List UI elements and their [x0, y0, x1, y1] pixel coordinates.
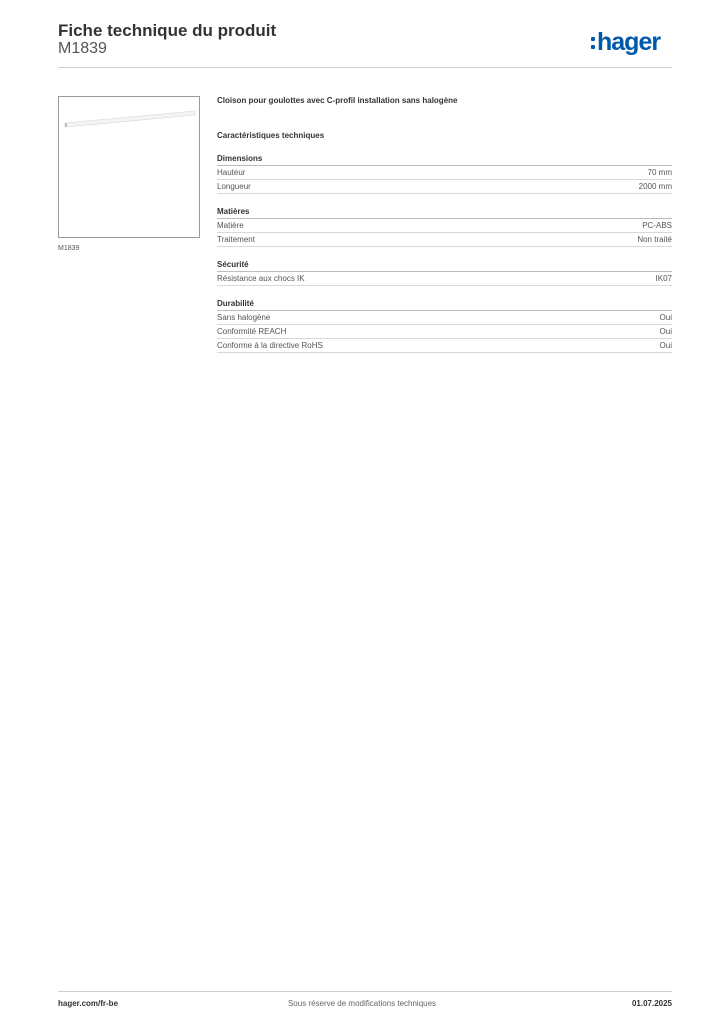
- spec-label: Sans halogène: [217, 313, 271, 322]
- spec-label: Conforme à la directive RoHS: [217, 341, 323, 350]
- spec-row: [217, 233, 672, 247]
- spec-row: [217, 219, 672, 233]
- spec-value: Oui: [659, 341, 672, 350]
- product-bar-image: [63, 107, 197, 131]
- spec-value: PC-ABS: [642, 221, 672, 230]
- spec-row: [217, 166, 672, 180]
- logo-dots-icon: [591, 33, 595, 53]
- header-divider: [58, 67, 672, 68]
- spec-label: Hauteur: [217, 168, 246, 177]
- footer-date: 01.07.2025: [631, 999, 672, 1008]
- product-image-frame: [58, 96, 200, 238]
- spec-value: 70 mm: [647, 168, 672, 177]
- spec-value: Oui: [659, 327, 672, 336]
- spec-row: [217, 339, 672, 353]
- spec-value: 2000 mm: [638, 182, 672, 191]
- spec-value: Non traité: [637, 235, 672, 244]
- section-heading: Caractéristiques techniques: [217, 131, 325, 140]
- spec-label: Traitement: [217, 235, 255, 244]
- spec-label: Matière: [217, 221, 244, 230]
- group-securite: [217, 260, 672, 286]
- group-title: Sécurité: [217, 260, 249, 269]
- product-description: Cloison pour goulottes avec C-profil installation sans halogène: [217, 96, 458, 105]
- spec-row: [217, 325, 672, 339]
- spec-row: [217, 272, 672, 286]
- image-caption: M1839: [58, 245, 80, 252]
- group-title: Dimensions: [217, 154, 263, 163]
- spec-value: IK07: [655, 274, 672, 283]
- footer-divider: [58, 991, 672, 992]
- spec-row: [217, 311, 672, 325]
- group-durabilite: [217, 299, 672, 353]
- logo-text: hager: [597, 28, 661, 56]
- spec-label: Résistance aux chocs IK: [217, 274, 305, 283]
- spec-content: [217, 96, 672, 353]
- product-code: M1839: [58, 40, 107, 57]
- spec-value: Oui: [659, 313, 672, 322]
- footer-notice: Sous réserve de modifications techniques: [287, 999, 437, 1008]
- spec-label: Conformité REACH: [217, 327, 287, 336]
- group-title: Matières: [217, 207, 250, 216]
- group-title: Durabilité: [217, 299, 254, 308]
- page-title: Fiche technique du produit: [58, 21, 277, 40]
- footer-website[interactable]: hager.com/fr-be: [58, 999, 119, 1008]
- group-matieres: [217, 207, 672, 247]
- group-dimensions: [217, 154, 672, 194]
- spec-label: Longueur: [217, 182, 251, 191]
- spec-row: [217, 180, 672, 194]
- hager-logo: [591, 29, 660, 57]
